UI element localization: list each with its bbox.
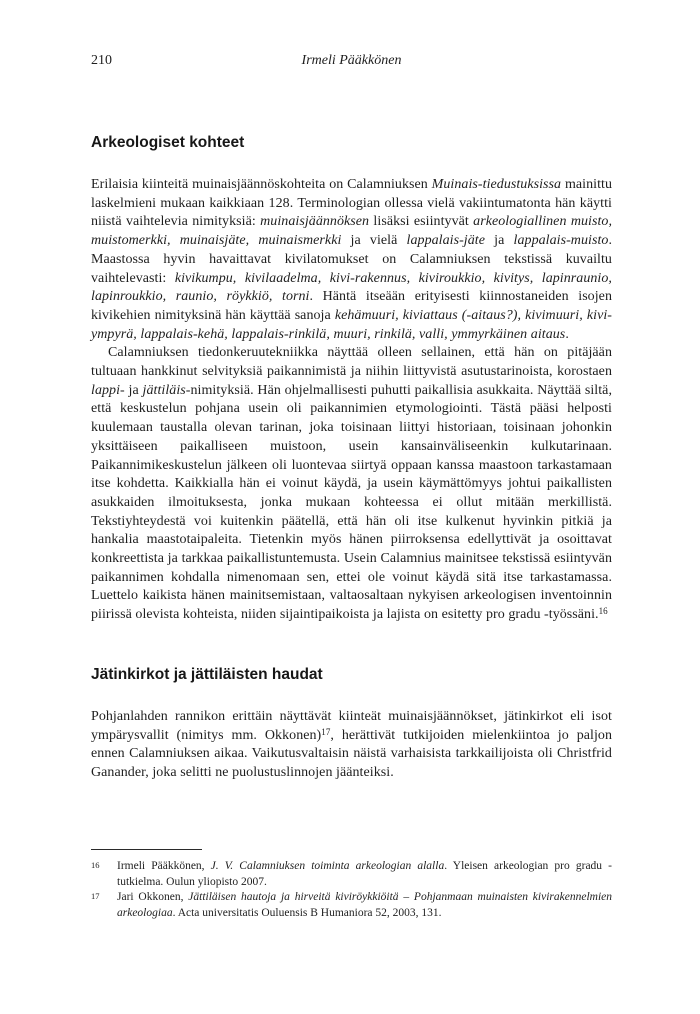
section-arkeologiset-kohteet	[91, 134, 612, 625]
page-header	[91, 52, 612, 70]
paragraph: Calamniuksen tiedonkeruutekniikka näyttää olleen sellainen, että hän on pitäjään tultuaan hankkinut selvityksiä paikannimistä ja niihin liittyvistä asutustarinoista, korostaen lappi- ja jättiläis-nimityksiä. Hän ohjelmallisesti puhutti paikallisia asukkaita. Näyttää siltä, että keskustelun pohjana usein oli paikannimien etymologiointi. Tästä pääsi helposti kuulemaan taustalla olevan tarinan, joka toisinaan liittyi historiaan, toisinaan johonkin yksittäiseen paikalliseen muistoon, usein kansainväliseenkin kulkutarinaan. Paikannimikeskustelun jälkeen oli luontevaa siirtyä oppaan kanssa maastoon tarkastamaan itse kohdetta. Kaikkialla hän ei voinut käydä, ja usein käymättömyys johtui paikallisten asukkaiden ilmoituksesta, jonka mukaan kohteessa ei ollut mitään merkillistä. Tekstiyhteydestä voi kuitenkin päätellä, että hän oli itse kulkenut hyvinkin pitkiä ja hankalia maastotaipaleita. Tietenkin myös hänen piirroksensa edellyttivät ja osoittavat konkreettista ja tarkkaa paikallistuntemusta. Usein Calamnius mainitsee tekstissä esiintyvän paikannimen kohdalla nimenomaan sen, ettei ole voinut käydä sitä itse tarkastamassa. Luettelo kaikista hänen mainitsemistaan, valtaosaltaan nykyisen arkeologisen inventoinnin piirissä olevista kohteista, niiden sijaintipaikoista ja lajista on esitetty pro gradu -työssäni.$^{16}$	[91, 345, 612, 623]
footnote-text: Irmeli Pääkkönen, J. V. Calamniuksen toiminta arkeologian alalla. Yleisen arkeologian pro gradu -tutkielma. Oulun yliopisto 2007.	[117, 860, 612, 888]
footnote-separator-rule	[91, 849, 202, 850]
page-number: 210	[91, 53, 112, 68]
paragraph: Erilaisia kiinteitä muinaisjäännöskohteita on Calamniuksen Muinais-tiedustuksissa mainittu laskelmieni mukaan kaikkiaan 128. Terminologian ollessa vielä vakiintumatonta hän käytti niistä vaihtelevia nimityksiä: muinaisjäännöksen lisäksi esiintyvät arkeologiallinen muisto, muistomerkki, muinaisjäte, muinaismerkki ja vielä lappalais-jäte ja lappalais-muisto. Maastossa hyvin havaittavat kivilatomukset on Calamniuksen tekstissä kuvailtu vaihtelevasti: kivikumpu, kivilaadelma, kivi-rakennus, kiviroukkio, kivitys, lapinraunio, lapinroukkio, raunio, röykkiö, torni. Häntä itseään erityisesti kiinnostaneiden isojen kivikehien nimityksinä hän käyttää sanoja kehämuuri, kiviattaus (-aitaus?), kivimuuri, kivi-ympyrä, lappalais-kehä, lappalais-rinkilä, muuri, rinkilä, valli, ymmyrkäinen aitaus.	[91, 177, 613, 342]
section-heading: Jätinkirkot ja jättiläisten haudat	[91, 665, 323, 683]
section-heading: Arkeologiset kohteet	[91, 134, 245, 151]
footnote	[91, 890, 612, 921]
footnote-number: 16	[91, 860, 100, 870]
page-body	[91, 134, 612, 783]
section-jatinkirkot	[91, 666, 612, 783]
footnote-text: Jari Okkonen, Jättiläisen hautoja ja hirveitä kiviröykkiöitä – Pohjanmaan muinaisten kivirakennelmien arkeologiaa. Acta universitatis Ouluensis B Humaniora 52, 2003, 131.	[117, 891, 612, 919]
footnote	[91, 859, 612, 890]
footnote-number: 17	[91, 891, 100, 901]
footnotes	[91, 849, 612, 921]
paragraph: Pohjanlahden rannikon erittäin näyttävät kiinteät muinaisjäännökset, jätinkirkot eli isot ympärysvallit (nimitys mm. Okkonen)$^{17}$, herättivät tutkijoiden mielenkiintoa jo paljon ennen Calamniuksen aikaa. Vaikutusvaltaisin näistä varhaisista tarkkailijoista oli Christfrid Ganander, joka selitti ne puolustuslinnojen jäänteiksi.	[91, 708, 613, 780]
running-title: Irmeli Pääkkönen	[301, 53, 402, 68]
